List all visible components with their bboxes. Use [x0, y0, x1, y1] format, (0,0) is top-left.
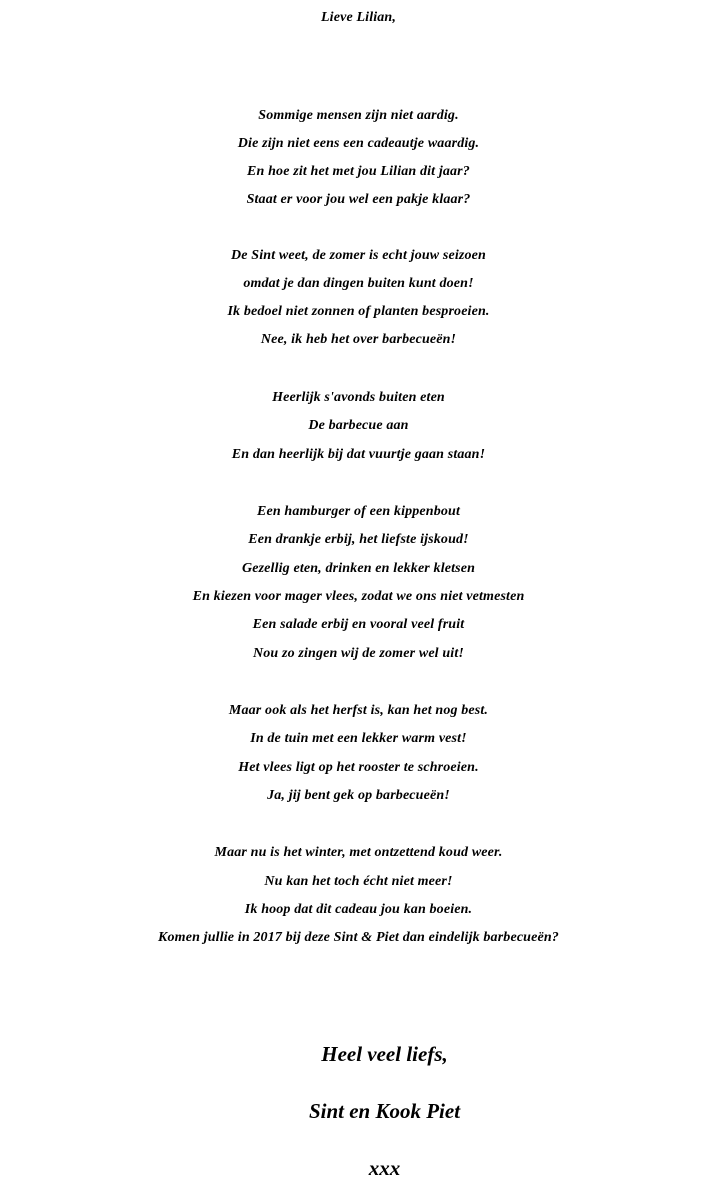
- poem-line: Een salade erbij en vooral veel fruit: [252, 617, 465, 632]
- kisses: xxx: [368, 1156, 401, 1180]
- poem-line: Komen jullie in 2017 bij deze Sint & Piet dan eindelijk barbecueën?: [158, 930, 559, 945]
- poem-line: In de tuin met een lekker warm vest!: [250, 731, 467, 746]
- poem-line: Een drankje erbij, het liefste ijskoud!: [248, 532, 469, 547]
- poem-line: Nu kan het toch écht niet meer!: [264, 874, 453, 889]
- poem-line: De Sint weet, de zomer is echt jouw seizoen: [231, 248, 486, 263]
- poem-line: En dan heerlijk bij dat vuurtje gaan staan!: [231, 447, 486, 462]
- greeting: Lieve Lilian,: [320, 10, 397, 25]
- poem-line: Nee, ik heb het over barbecueën!: [260, 332, 457, 347]
- closing-line: Heel veel liefs,: [321, 1042, 448, 1066]
- poem-line: Ik bedoel niet zonnen of planten besproeien.: [227, 304, 490, 319]
- poem-line: Nou zo zingen wij de zomer wel uit!: [252, 646, 464, 661]
- poem-line: En hoe zit het met jou Lilian dit jaar?: [247, 164, 470, 179]
- poem-line: Gezellig eten, drinken en lekker kletsen: [241, 561, 476, 576]
- poem-line: Heerlijk s'avonds buiten eten: [272, 390, 445, 405]
- poem-line: De barbecue aan: [308, 418, 409, 433]
- poem-line: Staat er voor jou wel een pakje klaar?: [246, 192, 471, 207]
- poem-line: Die zijn niet eens een cadeautje waardig.: [237, 136, 480, 151]
- poem-line: Een hamburger of een kippenbout: [256, 504, 460, 519]
- poem-line: En kiezen voor mager vlees, zodat we ons niet vetmesten: [192, 589, 525, 604]
- poem-line: omdat je dan dingen buiten kunt doen!: [243, 276, 474, 291]
- poem-line: Ja, jij bent gek op barbecueën!: [267, 788, 450, 803]
- poem-line: Sommige mensen zijn niet aardig.: [258, 108, 459, 123]
- poem-line: Maar nu is het winter, met ontzettend koud weer.: [214, 845, 503, 860]
- poem-line: Maar ook als het herfst is, kan het nog best.: [228, 703, 489, 718]
- poem-line: Ik hoop dat dit cadeau jou kan boeien.: [244, 902, 473, 917]
- signature: Sint en Kook Piet: [308, 1099, 461, 1123]
- poem-line: Het vlees ligt op het rooster te schroeien.: [238, 760, 479, 775]
